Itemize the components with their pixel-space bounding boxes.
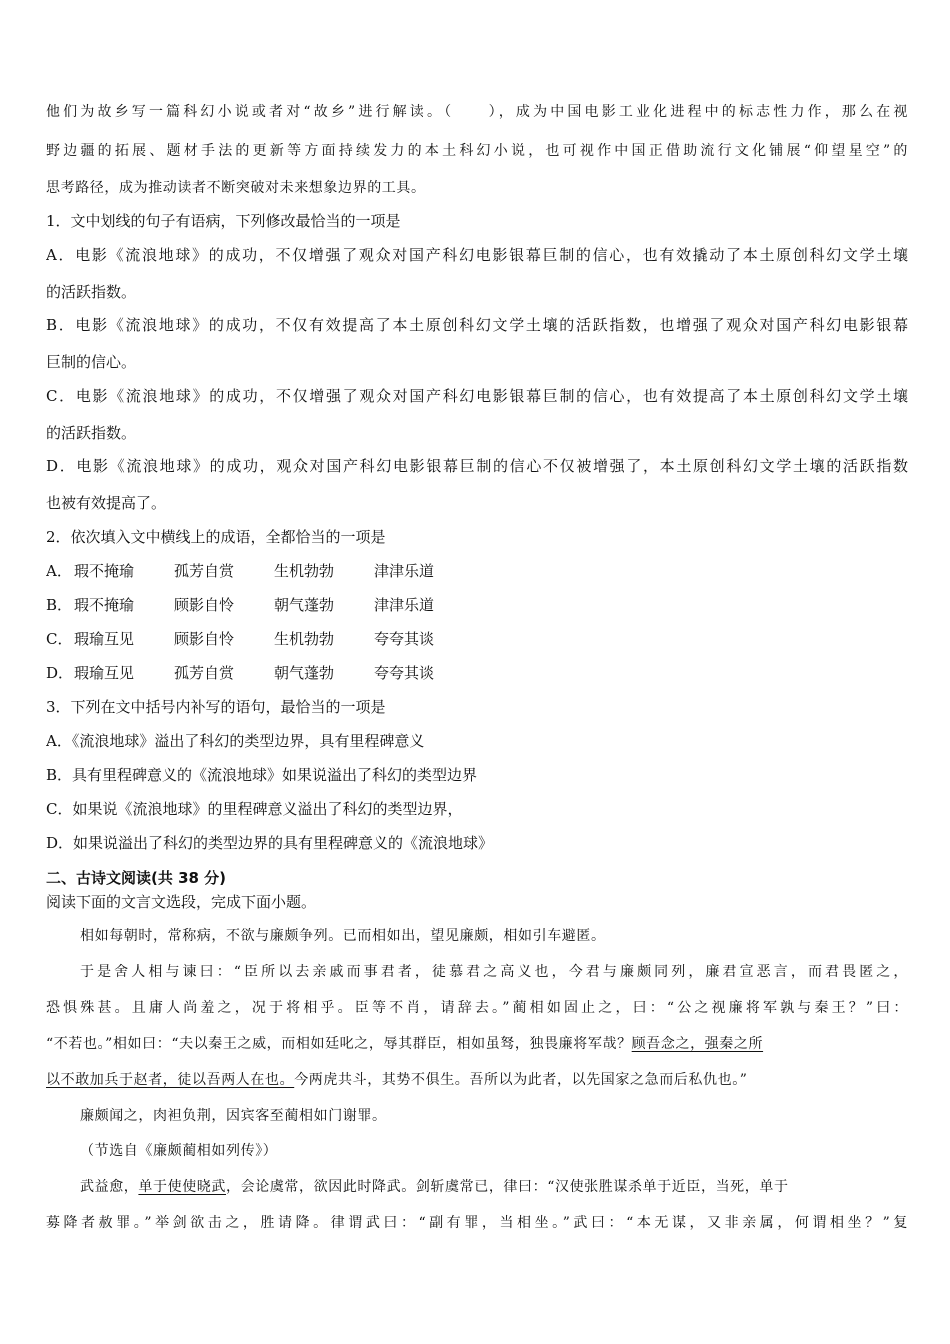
q2-option-d [46,663,908,683]
q1-option-c-line1: C．电影《流浪地球》的成功，不仅增强了观众对国产科幻电影银幕巨制的信心，也有效提高了本土原创科幻文学土壤 [46,387,908,405]
underlined-phrase: 单于使使晓武 [138,1179,227,1195]
q1-option-a-line1: A．电影《流浪地球》的成功，不仅增强了观众对国产科幻电影银幕巨制的信心，也有效撬动了本土原创科幻文学土壤 [46,246,908,264]
q1-option-d-line1: D．电影《流浪地球》的成功，观众对国产科幻电影银幕巨制的信心不仅被增强了，本土原创科幻文学土壤的活跃指数 [46,457,908,475]
classical-paragraph-1: 相如每朝时，常称病，不欲与廉颇争列。已而相如出，望见廉颇，相如引车避匿。 [80,928,606,944]
underlined-sentence: 以不敢加兵于赵者，徒以吾两人在也。 [46,1072,295,1088]
q3-option-d: D．如果说溢出了科幻的类型边界的具有里程碑意义的《流浪地球》 [46,834,494,852]
passage-line-2: 野边疆的拓展、题材手法的更新等方面持续发力的本土科幻小说，也可视作中国正借助流行文化铺展“仰望星空”的 [46,143,908,159]
idiom: 孤芳自赏 [174,562,235,580]
idiom: 夸夸其谈 [374,664,435,682]
q3-option-a: A．《流浪地球》溢出了科幻的类型边界，具有里程碑意义 [46,732,425,750]
idiom: 顾影自怜 [174,630,235,648]
q2-option-a [46,561,908,581]
idiom: 津津乐道 [374,562,435,580]
idiom: 瑕不掩瑜 [74,562,135,580]
source-note: （节选自《廉颇蔺相如列传》） [80,1143,278,1159]
idiom: 瑕不掩瑜 [74,596,135,614]
q2-option-c [46,629,908,649]
q2-stem: 2．依次填入文中横线上的成语，全都恰当的一项是 [46,528,386,546]
classical-paragraph-2-line-3 [46,1034,908,1054]
q1-option-a-line2: 的活跃指数。 [46,283,137,301]
text-segment: “不若也。”相如曰：“夫以秦王之威，而相如廷叱之，辱其群臣，相如虽驽，独畏廉将军哉？ [46,1036,632,1052]
classical-paragraph-2-line-2: 恐惧殊甚。且庸人尚羞之，况于将相乎。臣等不肖，请辞去。”蔺相如固止之，曰：“公之视廉将军孰与秦王？”曰： [46,1000,908,1016]
classical-paragraph-3: 廉颇闻之，肉袒负荆，因宾客至蔺相如门谢罪。 [80,1108,387,1124]
section-heading: 二、古诗文阅读(共 38 分) [46,869,227,887]
idiom: 孤芳自赏 [174,664,235,682]
option-label: B． [46,596,73,614]
text-segment: 武益愈， [80,1179,139,1195]
idiom: 瑕瑜互见 [74,630,135,648]
q1-option-c-line2: 的活跃指数。 [46,424,137,442]
text-segment: 今两虎共斗，其势不俱生。吾所以为此者，以先国家之急而后私仇也。” [294,1072,748,1088]
idiom: 朝气蓬勃 [274,596,335,614]
q3-option-b: B．具有里程碑意义的《流浪地球》如果说溢出了科幻的类型边界 [46,766,478,784]
q3-stem: 3．下列在文中括号内补写的语句，最恰当的一项是 [46,698,386,716]
text-segment: ，会论虞常，欲因此时降武。剑斩虞常已，律曰：“汉使张胜谋杀单于近臣，当死，单于 [226,1179,789,1195]
q1-option-b-line1: B．电影《流浪地球》的成功，不仅有效提高了本土原创科幻文学土壤的活跃指数，也增强了观众对国产科幻电影银幕 [46,316,908,334]
idiom: 津津乐道 [374,596,435,614]
option-label: C． [46,630,73,648]
passage-line-1: 他们为故乡写一篇科幻小说或者对“故乡”进行解读。（ ），成为中国电影工业化进程中的标志性力作，那么在视 [46,104,908,120]
classical-paragraph-4-line-2: 募降者赦罪。”举剑欲击之，胜请降。律谓武曰：“副有罪，当相坐。”武曰：“本无谋，又非亲属，何谓相坐？”复 [46,1215,908,1231]
option-label: A． [46,562,72,580]
q2-option-b [46,595,908,615]
q3-option-c: C．如果说《流浪地球》的里程碑意义溢出了科幻的类型边界， [46,800,463,818]
classical-paragraph-2-line-4 [46,1070,908,1090]
passage-line-3: 思考路径，成为推动读者不断突破对未来想象边界的工具。 [46,180,426,196]
section-intro: 阅读下面的文言文选段，完成下面小题。 [46,893,317,911]
underlined-sentence: 顾吾念之，强秦之所 [631,1036,764,1052]
idiom: 顾影自怜 [174,596,235,614]
q1-option-d-line2: 也被有效提高了。 [46,494,167,512]
idiom: 夸夸其谈 [374,630,435,648]
idiom: 朝气蓬勃 [274,664,335,682]
idiom: 生机勃勃 [274,562,335,580]
classical-paragraph-4-line-1 [80,1177,908,1197]
idiom: 瑕瑜互见 [74,664,135,682]
option-label: D． [46,664,74,682]
q1-stem: 1．文中划线的句子有语病，下列修改最恰当的一项是 [46,212,401,230]
classical-paragraph-2-line-1: 于是舍人相与谏曰：“臣所以去亲戚而事君者，徒慕君之高义也，今君与廉颇同列，廉君宣恶言，而君畏匿之， [80,964,908,980]
idiom: 生机勃勃 [274,630,335,648]
q1-option-b-line2: 巨制的信心。 [46,353,137,371]
